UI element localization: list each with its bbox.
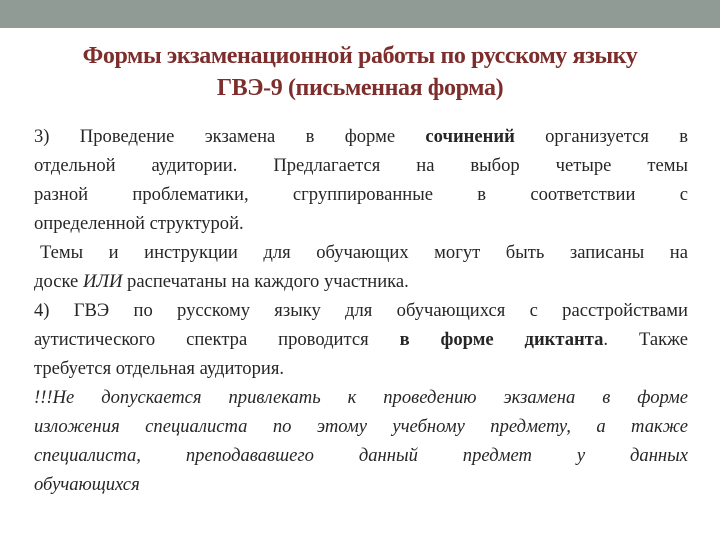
text-span: распечатаны на каждого участника. (122, 271, 409, 292)
paragraph-3-line-1: 4) ГВЭ по русскому языку для обучающихся с расстройствами (34, 300, 688, 321)
slide-body (34, 122, 688, 499)
paragraph-1-line-2: отдельной аудитории. Предлагается на выбор четыре темы (34, 155, 688, 176)
paragraph-1-line-1 (34, 122, 688, 151)
paragraph-1-line-4: определенной структурой. (34, 213, 244, 234)
paragraph-1-line-3: разной проблематики, сгруппированные в соответствии с (34, 184, 688, 205)
slide-title (20, 40, 700, 104)
title-line-1: Формы экзаменационной работы по русскому языку (82, 43, 638, 69)
text-span: . Также (603, 329, 688, 350)
paragraph-3-line-2 (34, 325, 688, 354)
text-span: организуется в (514, 126, 688, 147)
paragraph-4-line-2: изложения специалиста по этому учебному предмету, а также (34, 416, 688, 437)
text-span: 3) Проведение экзамена в форме (34, 126, 426, 147)
paragraph-4-line-4: обучающихся (34, 474, 140, 495)
paragraph-3-line-3: требуется отдельная аудитория. (34, 358, 285, 379)
bold-text: в форме диктанта (399, 329, 604, 350)
italic-text: ИЛИ (82, 271, 123, 292)
paragraph-2-line-1: Темы и инструкции для обучающих могут быть записаны на (40, 242, 688, 263)
paragraph-4-line-3: специалиста, преподававшего данный предмет у данных (34, 445, 688, 466)
bold-text: сочинений (425, 126, 515, 147)
paragraph-2-line-2 (34, 267, 688, 296)
top-bar (0, 0, 720, 28)
text-span: аутистического спектра проводится (34, 329, 400, 350)
text-span: доске (34, 271, 83, 292)
paragraph-4-line-1: !!!Не допускается привлекать к проведению экзамена в форме (34, 387, 688, 408)
title-line-2: ГВЭ-9 (письменная форма) (216, 75, 504, 101)
